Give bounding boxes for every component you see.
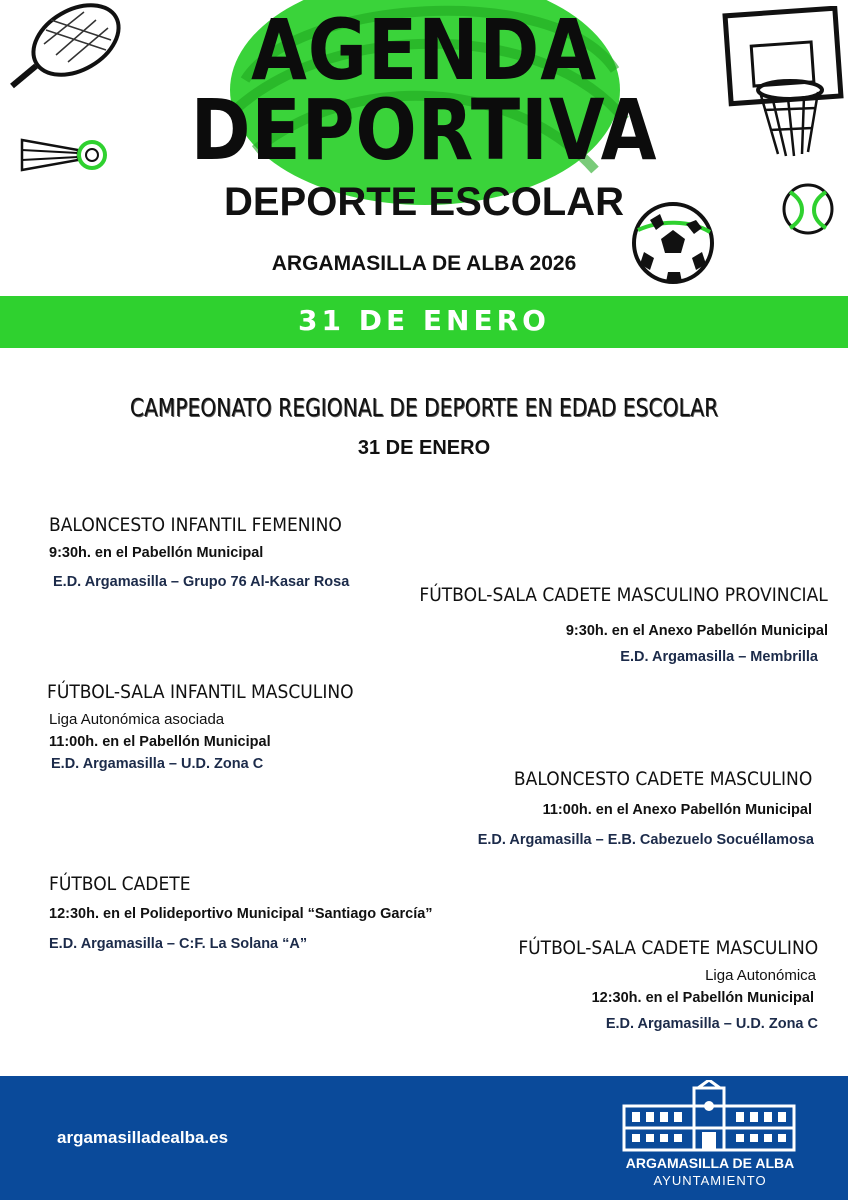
date-band (0, 296, 848, 348)
event-match: E.D. Argamasilla – U.D. Zona C (605, 1016, 818, 1032)
soccer-ball-icon (630, 200, 716, 286)
event-time-venue: 9:30h. en el Anexo Pabellón Municipal (565, 623, 828, 639)
title-line-2: DEPORTIVA (190, 81, 658, 179)
event-league: Liga Autonómica (705, 967, 816, 984)
org-name: ARGAMASILLA DE ALBA (625, 1155, 795, 1171)
badminton-racket-icon (6, 0, 136, 92)
event-time-venue: 9:30h. en el Pabellón Municipal (49, 545, 264, 561)
town-hall-logo-icon (618, 1080, 800, 1162)
championship-title: CAMPEONATO REGIONAL DE DEPORTE EN EDAD ESCOLAR (129, 393, 719, 422)
event-league: Liga Autonómica asociada (49, 711, 225, 728)
event-name: FÚTBOL-SALA INFANTIL MASCULINO (47, 681, 354, 703)
event-match: E.D. Argamasilla – Membrilla (620, 649, 818, 665)
date-band-label: 31 DE ENERO (298, 304, 550, 337)
event-card (49, 873, 433, 952)
event-name: BALONCESTO INFANTIL FEMENINO (49, 514, 342, 536)
event-name: FÚTBOL CADETE (49, 873, 191, 895)
place-year: ARGAMASILLA DE ALBA 2026 (271, 252, 577, 275)
event-match: E.D. Argamasilla – Grupo 76 Al-Kasar Rosa (53, 574, 350, 590)
event-time-venue: 12:30h. en el Pabellón Municipal (591, 990, 814, 1006)
championship-date: 31 DE ENERO (357, 437, 491, 459)
event-card (374, 584, 828, 665)
subtitle: DEPORTE ESCOLAR (223, 180, 625, 224)
shuttlecock-icon (18, 128, 118, 178)
tennis-ball-icon (780, 180, 836, 238)
event-name: BALONCESTO CADETE MASCULINO (513, 768, 812, 790)
footer (0, 1076, 848, 1200)
event-time-venue: 11:00h. en el Anexo Pabellón Municipal (542, 802, 812, 818)
event-match: E.D. Argamasilla – U.D. Zona C (51, 756, 264, 772)
poster-header (0, 0, 848, 296)
event-card (478, 768, 812, 848)
event-time-venue: 11:00h. en el Pabellón Municipal (49, 734, 271, 750)
title-line-1: AGENDA (250, 1, 598, 99)
event-match: E.D. Argamasilla – C:F. La Solana “A” (49, 936, 308, 952)
event-name: FÚTBOL-SALA CADETE MASCULINO (518, 937, 818, 959)
org-type: AYUNTAMIENTO (653, 1173, 767, 1188)
event-card (49, 514, 374, 590)
event-name: FÚTBOL-SALA CADETE MASCULINO PROVINCIAL (419, 584, 828, 606)
event-card (47, 681, 388, 772)
event-card (485, 937, 818, 1032)
website-link[interactable]: argamasilladealba.es (57, 1128, 229, 1147)
event-time-venue: 12:30h. en el Polideportivo Municipal “Santiago García” (49, 906, 433, 922)
basketball-hoop-icon (722, 6, 846, 162)
event-match: E.D. Argamasilla – E.B. Cabezuelo Socuéllamosa (477, 832, 814, 848)
